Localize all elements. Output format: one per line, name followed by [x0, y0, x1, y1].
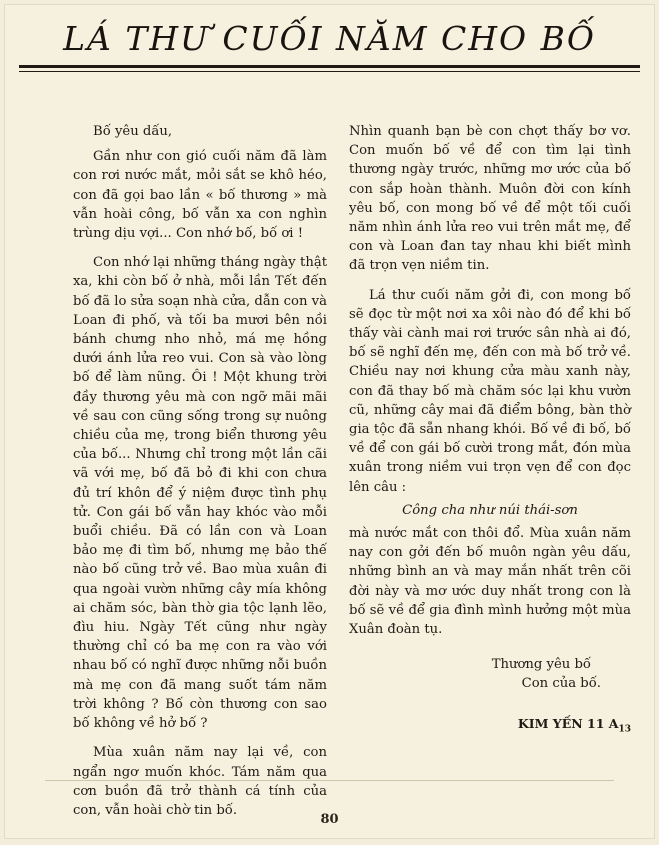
paragraph: Mùa xuân năm nay lại về, con ngẩn ngơ muốn khóc. Tám năm qua cơn buồn đã trở thành cá tính của con, vẫn hoài chờ tin bố.	[73, 745, 327, 818]
proverb-quote: Công cha như núi thái-sơn	[402, 502, 578, 518]
signature-subscript: 13	[618, 724, 631, 735]
title-rule-thick	[19, 65, 640, 68]
paragraph: Con nhớ lại những tháng ngày thật xa, khi còn bố ở nhà, mỗi lần Tết đến bố đã lo sửa soạn nhà cửa, dẫn con và Loan đi phố, và tối ba mươi bên nồi bánh chưng nho nhỏ, má mẹ hồng dưới ánh lửa reo vui. Con sà vào lòng bố để làm nũng. Ôi ! Một khung trời đầy thương yêu mà con ngỡ mãi mãi về sau con cũng sống trong sự nuông chiều của mẹ, trong biển thương yêu của bố... Nhưng chỉ trong một lần cãi vã với mẹ, bố đã bỏ đi khi con chưa đủ trí khôn để ý niệm được tình phụ tử. Con gái bố vẫn hay khóc vào mỗi buổi chiều. Đã có lần con và Loan bảo mẹ đi tìm bố, nhưng mẹ bảo thế nào bố cũng trở về. Bao mùa xuân đi qua ngoài vườn những cây mía không ai chăm sóc, bàn thờ gia tộc lạnh lẽo, đìu hiu. Ngày Tết cũng như ngày thường chỉ có ba mẹ con ra vào với nhau bố có nghĩ được những nỗi buồn mà mẹ con đã mang suốt tám năm trời không ? Bố còn thương con sao bố không về hở bố ?	[73, 255, 327, 732]
title-rule-thin	[19, 71, 640, 72]
closing-line: Con của bố.	[521, 676, 601, 692]
salutation: Bố yêu dấu,	[93, 124, 173, 139]
right-column	[349, 122, 631, 739]
paragraph: Gần như con gió cuối năm đã làm con rơi nước mắt, mỏi sắt se khô héo, con đã gọi bao lần « bố thương » mà vẫn hoài công, bố vẫn xa con nghìn trùng dịu vợi... Con nhớ bố, bố ơi !	[73, 149, 327, 242]
paragraph: mà nước mắt con thôi đổ. Mùa xuân năm nay con gởi đến bố muôn ngàn yêu dấu, những bình an và may mắn nhất trên cõi đời này và mơ ước duy nhất trong con là bố sẽ về để gia đình mình hưởng một mùa Xuân đoàn tụ.	[349, 526, 631, 638]
page-number: 80	[320, 812, 339, 827]
signature	[349, 714, 631, 740]
paragraph: Lá thư cuối năm gởi đi, con mong bố sẽ đọc từ một nơi xa xôi nào đó để khi bố thấy vài cành mai rơi trước sân nhà ai đó, bố sẽ nghĩ đến mẹ, đến con mà bố trở về. Chiều nay nơi khung cửa màu xanh này, con đã thay bố mà chăm sóc lại khu vườn cũ, những cây mai đã điểm bông, bàn thờ gia tộc đã sẵn nhang khói. Bố về đi bố, bố về để con gái bố cười trong mắt, đón mùa xuân trong niềm vui trọn vẹn để con đọc lên câu :	[349, 287, 631, 495]
signature-name: KIM YẾN 11 A	[517, 715, 619, 731]
paragraph: Nhìn quanh bạn bè con chợt thấy bơ vơ. Con muốn bố về để con tìm lại tình thương ngày trước, những mơ ước của bố con sắp hoàn thành. Muôn đời con kính yêu bố, con mong bố về để một tối cuối năm nhìn ánh lửa reo vui trên mắt mẹ, để con và Loan đan tay nhau khi biết mình đã trọn vẹn niềm tin.	[349, 124, 631, 274]
page	[4, 4, 655, 839]
closing-line: Thương yêu bố	[491, 657, 591, 673]
article-title: LÁ THƯ CUỐI NĂM CHO BỐ	[63, 19, 596, 58]
left-column	[73, 122, 327, 820]
bottom-rule	[45, 780, 614, 781]
